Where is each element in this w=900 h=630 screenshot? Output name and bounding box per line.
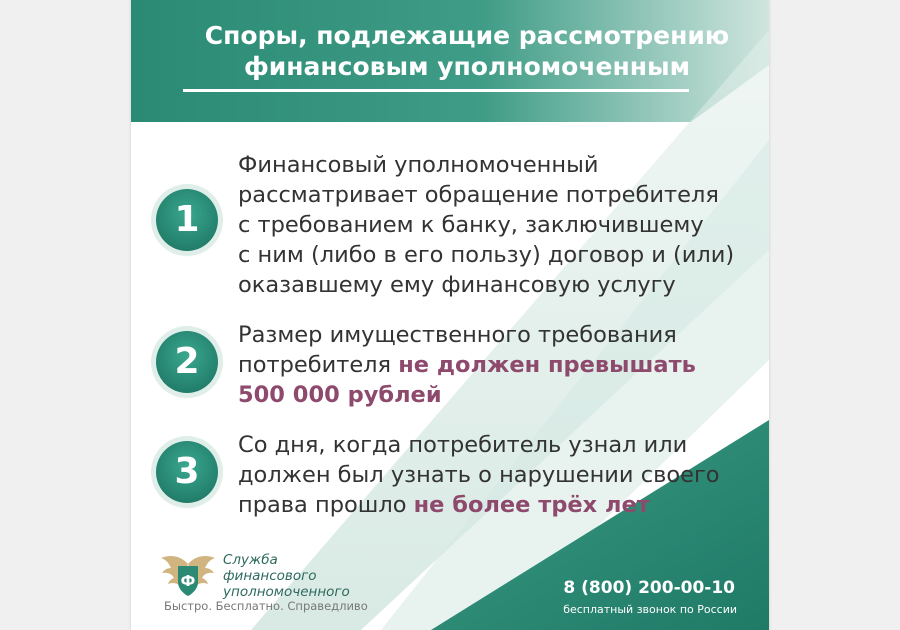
title-line-1: Споры, подлежащие рассмотрению (204, 21, 730, 50)
background-shapes (131, 0, 769, 630)
number-badge-1: 1 (156, 189, 218, 251)
item-3-line: должен был узнать о нарушении своего (238, 462, 720, 488)
ombudsman-eagle-shield-icon (159, 552, 217, 598)
number-badge-2: 2 (156, 331, 218, 393)
highlight-text: не более трёх лет (413, 492, 650, 518)
item-2-line: Размер имущественного требования (238, 322, 677, 348)
infographic-card (131, 0, 769, 630)
item-1-line: оказавшему ему финансовую услугу (238, 272, 676, 298)
item-1-line: с ним (либо в его пользу) договор и (или) (238, 242, 735, 268)
title-line-2: финансовым уполномоченным (243, 52, 691, 81)
phone-note: бесплатный звонок по России (563, 603, 737, 616)
logo-line: Служба (223, 552, 278, 568)
item-3-text (238, 430, 758, 520)
item-1-line: с требованием к банку, заключившему (238, 212, 704, 238)
item-1-line: Финансовый уполномоченный (238, 152, 599, 178)
number-badge-3: 3 (156, 441, 218, 503)
item-2-line: потребителя не должен превышать (238, 352, 696, 378)
item-3-line: Со дня, когда потребитель узнал или (238, 432, 688, 458)
page-title (187, 20, 747, 82)
highlight-text: не должен превышать (398, 352, 696, 378)
item-3-line: права прошло не более трёх лет (238, 492, 650, 518)
logo-line: уполномоченного (223, 584, 350, 600)
title-underline (183, 89, 689, 92)
item-1-text (238, 150, 758, 300)
logo-text (223, 552, 350, 600)
highlight-text: 500 000 рублей (238, 382, 442, 408)
logo-line: финансового (223, 568, 317, 584)
phone-number: 8 (800) 200-00-10 (563, 578, 735, 598)
item-2-text (238, 320, 758, 410)
svg-text:Ф: Ф (180, 572, 196, 590)
slogan: Быстро. Бесплатно. Справедливо (164, 599, 368, 613)
item-1-line: рассматривает обращение потребителя (238, 182, 719, 208)
